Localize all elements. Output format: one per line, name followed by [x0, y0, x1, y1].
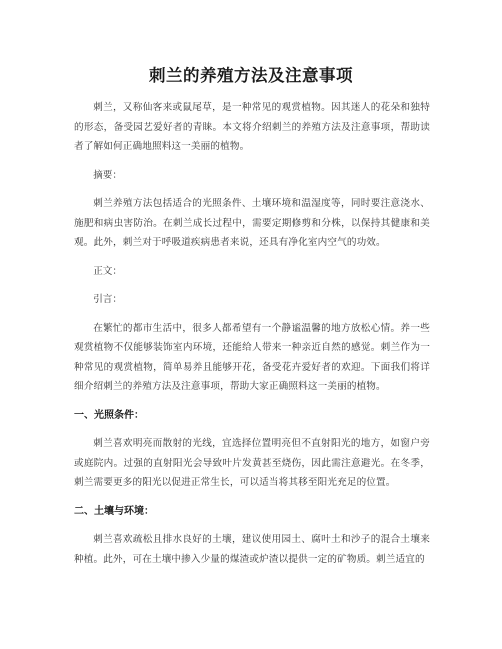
preface-paragraph: 在繁忙的都市生活中，很多人都希望有一个静谧温馨的地方放松心情。养一些观赏植物不仅能够装饰室内环境，还能给人带来一种亲近自然的感觉。刺兰作为一种常见的观赏植物，简单易养且能够开花，备受花卉爱好者的欢迎。下面我们将详细介绍刺兰的养殖方法及注意事项，帮助大家正确照料这一美丽的植物。: [74, 322, 430, 392]
document-body: [74, 98, 430, 569]
spacer: [74, 493, 430, 502]
spacer: [74, 185, 430, 194]
page-title: 刺兰的养殖方法及注意事项: [149, 66, 353, 85]
section-paragraph-soil: 刺兰喜欢疏松且排水良好的土壤，建议使用园土、腐叶土和沙子的混合土壤来种植。此外，可在土壤中掺入少量的煤渣或炉渣以提供一定的矿物质。刺兰适宜的: [74, 534, 430, 565]
spacer: [74, 281, 430, 290]
preface-label: 引言：: [93, 294, 122, 305]
section-heading-light: 一、光照条件：: [74, 409, 144, 421]
section-paragraph-light: 刺兰喜欢明亮而散射的光线，宜选择位置明亮但不直射阳光的地方，如窗户旁或庭院内。过强的直射阳光会导致叶片发黄甚至烧伤，因此需注意避光。在冬季，刺兰需要更多的阳光以促进正常生长，可以适当将其移至阳光充足的位置。: [74, 438, 430, 488]
spacer: [74, 397, 430, 406]
abstract-paragraph: 刺兰养殖方法包括适合的光照条件、土壤环境和温湿度等，同时要注意浇水、施肥和病虫害防治。在刺兰成长过程中，需要定期修剪和分株，以保持其健康和美观。此外，刺兰对于呼吸道疾病患者来说，还具有净化室内空气的功效。: [74, 198, 430, 248]
abstract-label: 摘要：: [93, 169, 122, 181]
intro-paragraph: 刺兰，又称仙客来或鼠尾草，是一种常见的观赏植物。因其迷人的花朵和独特的形态，备受园艺爱好者的青睐。本文将介绍刺兰的养殖方法及注意事项，帮助读者了解如何正确地照料这一美丽的植物。: [74, 102, 430, 152]
spacer: [74, 425, 430, 434]
spacer: [74, 253, 430, 262]
spacer: [74, 310, 430, 319]
body-label: 正文：: [93, 265, 122, 277]
spacer: [74, 157, 430, 166]
spacer: [74, 521, 430, 530]
section-heading-soil: 二、土壤与环境：: [74, 505, 154, 517]
